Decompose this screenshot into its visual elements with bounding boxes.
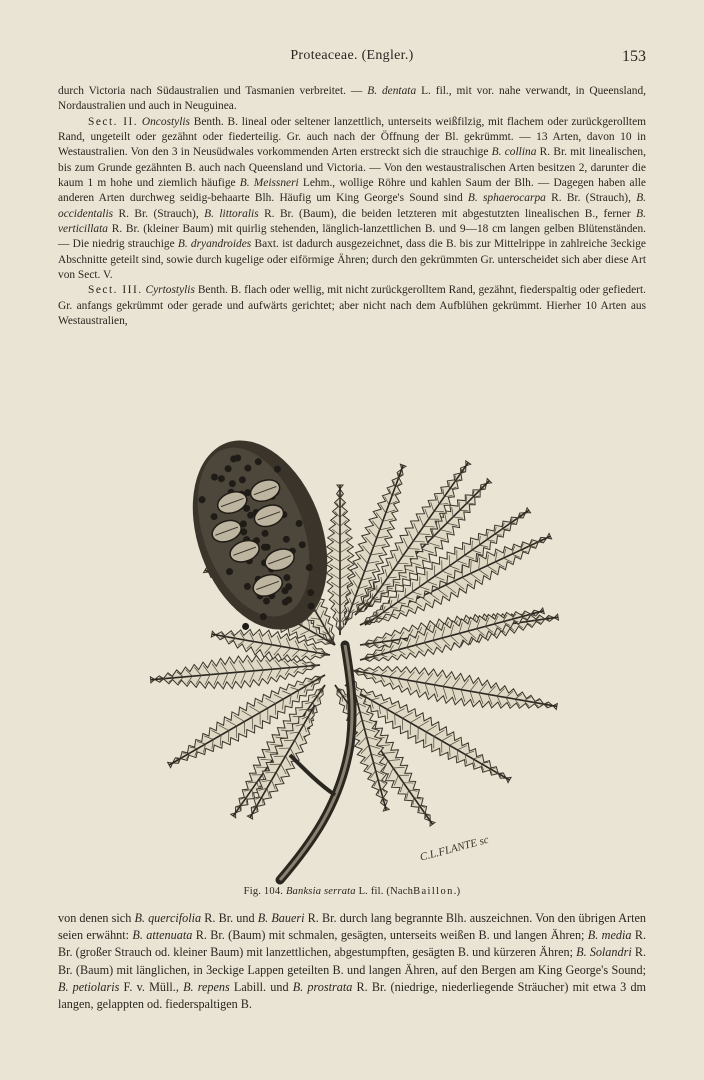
text-run: R. Br. durch lang begrannte Blh. auszeichnen. Von den übrigen Arten seien erwähnt: — [58, 911, 646, 943]
caption-author: L. fil. — [358, 886, 384, 897]
caption-source-open: (Nach — [386, 886, 414, 897]
paragraph — [58, 115, 646, 284]
taxon-name: B. occidentalis — [58, 192, 646, 220]
text-run: Benth. B. flach oder wellig, mit nicht zurückgerolltem Rand, gezähnt, fiederspaltig oder gefiedert. Gr. anfangs gekrümmt oder gerade und aufwärts gerichtet; aber nicht nach dem Aufblühen gekrümmt. Hierher 10 Arten aus Westaustralien, — [58, 284, 646, 328]
caption-species: Banksia serrata — [285, 886, 356, 897]
banksia-serrata-illustration — [120, 385, 590, 885]
taxon-name: B. media — [587, 928, 632, 943]
text-run: Labill. und — [229, 979, 293, 994]
paragraph — [58, 84, 646, 115]
side-stem — [290, 755, 335, 795]
taxon-name: B. sphaerocarpa — [467, 192, 546, 205]
text-run: R. Br. (Baum) mit schmalen, gesägten, unterseits weißen B. und langen Ähren; — [192, 928, 588, 943]
taxon-name: B. dryandroides — [177, 238, 252, 251]
text-run: F. v. Müll., — [119, 979, 184, 994]
text-run: R. Br. (großer Strauch od. kleiner Baum) mit lanzettlichen, abgestumpften, gesägten B. und kürzeren Ähren; — [58, 928, 646, 960]
taxon-name: B. quercifolia — [134, 911, 202, 925]
text-run: Baxt. ist dadurch ausgezeichnet, dass die B. bis zur Mittelrippe in zahlreiche 3eckige Abschnitte geteilt sind, sowie durch kugelige oder eiförmige Ähren; durch den gekrümmten Gr. unterscheidet sich aber diese Art von Sect. V. — [58, 238, 646, 282]
taxon-name: B. Solandri — [576, 945, 632, 960]
text-run: Lehm., wollige Röhre und kahlen Saum der Blh. — Dagegen haben alle anderen Arten durchweg seidig-behaarte Blh. Häufig um King George's Sound sind — [58, 177, 646, 205]
taxon-name: B. Meissneri — [239, 177, 299, 190]
taxon-name: B. repens — [183, 979, 230, 994]
taxon-name: B. Baueri — [257, 911, 305, 925]
taxon-name: Oncostylis — [141, 115, 190, 128]
text-run: R. Br. und — [201, 911, 258, 925]
text-run: R. Br. (Strauch), — [545, 192, 637, 205]
page-number: 153 — [622, 48, 646, 65]
running-header — [58, 48, 646, 72]
running-title: Proteaceae. (Engler.) — [290, 48, 414, 63]
section-label: Sect. III. — [88, 284, 143, 297]
body-text-top — [58, 84, 646, 330]
taxon-name: B. verticillata — [58, 207, 646, 236]
text-run: R. Br. (niedrige, niederliegende Sträucher) mit etwa 3 dm langen, gelappten od. fiederspaltigen B. — [58, 979, 647, 1012]
paragraph — [58, 283, 646, 329]
text-run: Benth. B. lineal oder seltener lanzettlich, unterseits weißfilzig, mit flachem oder zurückgerolltem Rand, ungeteilt oder gezähnt oder fiederteilig. Gr. auch nach der Öffnung der Bl. gekrümmt. — 13 Arten, davon 10 in Westaustralien. Von den 3 in Neusüdwales vorkommenden Arten erstreckt sich die strauchige — [58, 115, 646, 159]
caption-source-name: Baillon — [413, 886, 454, 897]
taxon-name: B. dentata — [367, 85, 417, 97]
text-run: R. Br. (Baum) mit länglichen, in 3eckige Lappen geteilten B. und langen Ähren, auf den Bergen am King George's Sound; — [58, 945, 646, 977]
engraver-signature: C.L.FLANTE sc — [418, 833, 491, 864]
figure-caption — [0, 886, 704, 897]
paragraph — [58, 910, 646, 1013]
text-run: R. Br. (kleiner Baum) mit quirlig stehenden, länglich-lanzettlichen B. und 9—18 cm langen gelben Blütenständen. — Die niedrig strauchige — [58, 223, 646, 251]
taxon-name: B. prostrata — [292, 979, 353, 994]
taxon-name: B. littoralis — [204, 207, 259, 220]
caption-source-close: .) — [453, 886, 461, 897]
taxon-name: B. collina — [491, 146, 537, 159]
section-label: Sect. II. — [88, 115, 139, 128]
text-run: durch Victoria nach Südaustralien und Tasmanien verbreitet. — — [58, 85, 368, 97]
taxon-name: B. petiolaris — [58, 979, 120, 994]
text-run: R. Br. (Strauch), — [113, 207, 205, 220]
text-run: von denen sich — [58, 911, 135, 925]
caption-figure-number: Fig. 104. — [243, 886, 284, 897]
text-run: L. fil., mit vor. nahe verwandt, in Queensland, Nordaustralien und auch in Neuguinea. — [58, 85, 646, 113]
body-text-bottom — [58, 910, 646, 1013]
taxon-name: B. attenuata — [132, 928, 193, 943]
text-run: R. Br. mit linealischen, bis zum Grunde gezähnten B. auch nach Queensland und Victoria. — Von den westaustralischen Arten besitzen 2, darunter die kaum 1 m hohe und ziemlich häufige — [58, 146, 646, 190]
taxon-name: Cyrtostylis — [145, 284, 195, 297]
text-run: R. Br. (Baum), die beiden letzteren mit abgestutzten linealischen B., ferner — [258, 207, 637, 220]
